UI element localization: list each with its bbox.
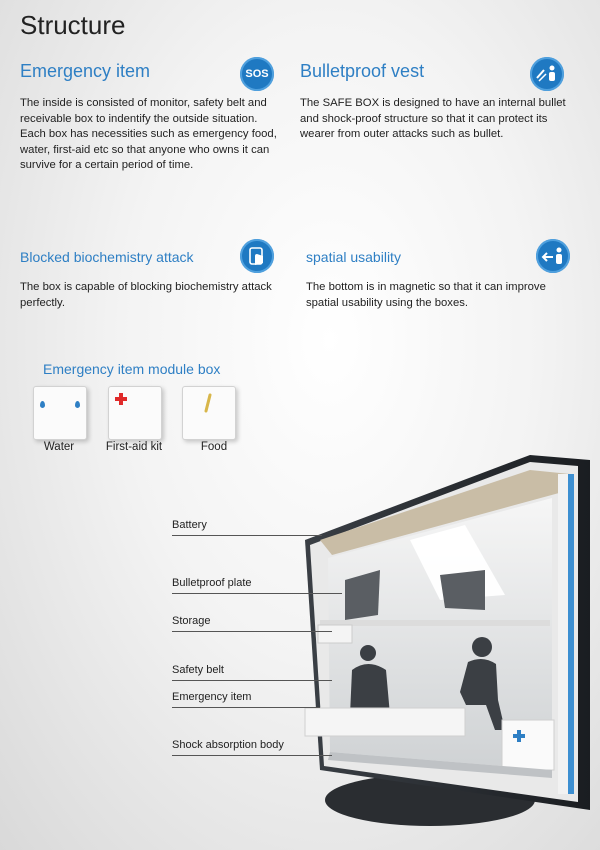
food-label: Food [200,441,228,453]
sos-icon-label: SOS [245,68,269,80]
spatial-title: spatial usability [306,249,401,265]
leader-line [172,680,332,681]
hand-block-icon [240,239,274,273]
food-box [182,386,236,440]
page-title: Structure [20,10,126,40]
first-aid-label: First-aid kit [105,441,163,453]
callout-shock-absorption: Shock absorption body [172,739,284,751]
leader-line [172,707,320,708]
emergency-item-title: Emergency item [20,61,151,81]
leader-line [172,755,332,756]
water-label: Water [43,441,75,453]
water-drop-icon [40,401,45,408]
biochem-title: Blocked biochemistry attack [20,249,194,265]
leader-line [172,593,342,594]
arrow-person-icon [536,239,570,273]
biochem-text: The box is capable of blocking biochemistry attack perfectly. [20,281,272,309]
callout-safety-belt: Safety belt [172,664,224,676]
water-drop-icon [75,401,80,408]
bulletproof-vest-title: Bulletproof vest [300,61,425,81]
first-aid-box [108,386,162,440]
callout-emergency-item: Emergency item [172,691,252,703]
shield-person-icon [530,57,564,91]
module-box-title: Emergency item module box [43,361,221,377]
leader-line [172,631,332,632]
callout-battery: Battery [172,519,207,531]
red-cross-icon [114,392,128,406]
spatial-text: The bottom is in magnetic so that it can improve spatial usability using the boxes. [306,281,546,309]
callout-storage: Storage [172,615,211,627]
food-icon [203,393,213,413]
sos-icon [240,57,274,91]
callout-bulletproof-plate: Bulletproof plate [172,577,252,589]
leader-line [172,535,322,536]
emergency-item-text: The inside is consisted of monitor, safety belt and receivable box to indentify the outside situation. Each box has necessities such as emergency food, water, first-aid etc so that anyone who owns it can survive for a certain period of time. [20,97,277,171]
safe-box-illustration [290,430,600,850]
bulletproof-vest-text: The SAFE BOX is designed to have an internal bullet and shock-proof structure so that it can protect its wearer from outer attacks such as bullet. [300,97,566,140]
water-box [33,386,87,440]
